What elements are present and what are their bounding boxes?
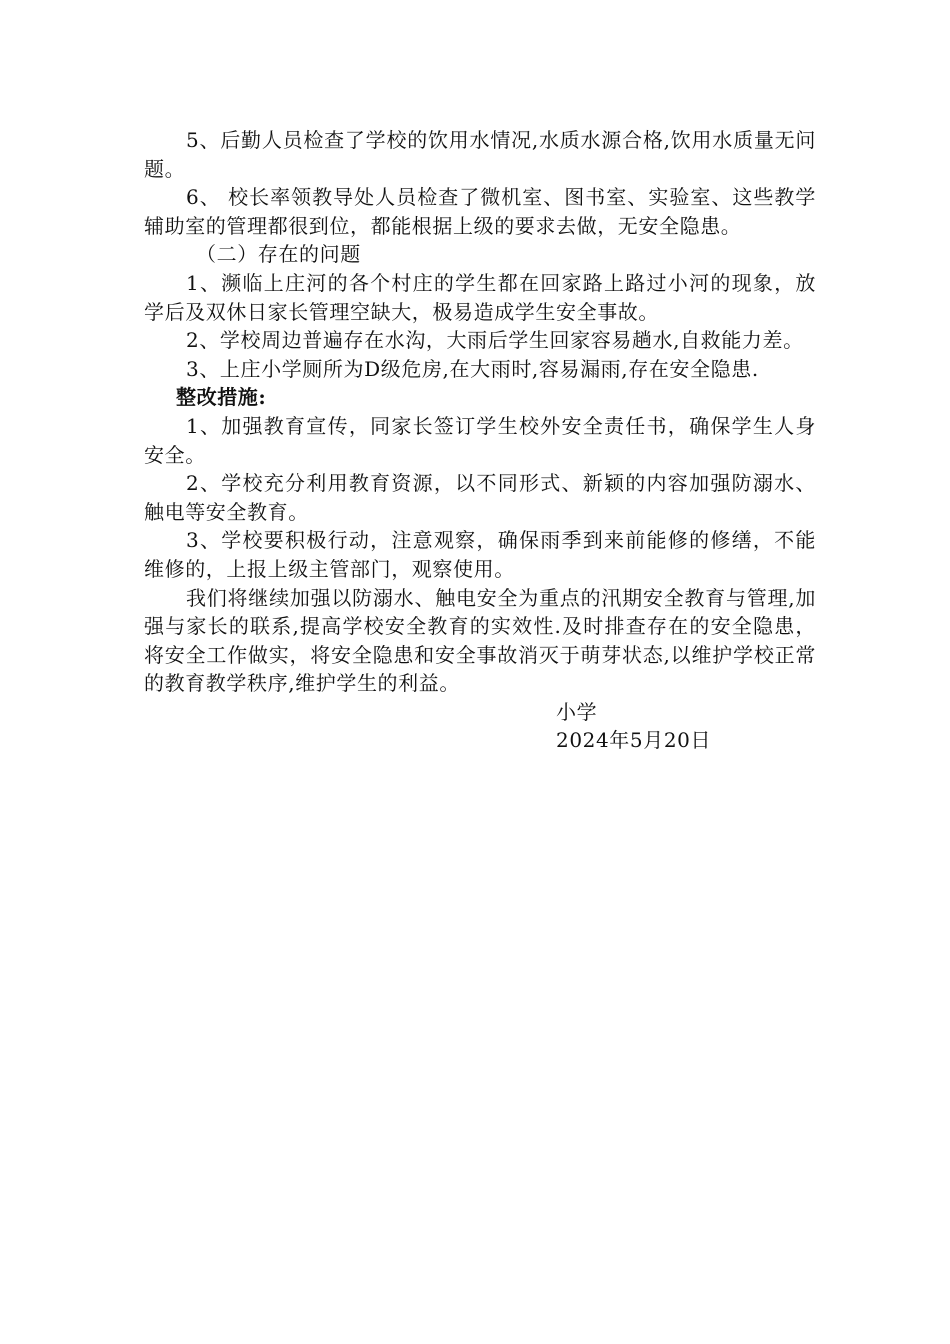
measure-item-1: 1、加强教育宣传，同家长签订学生校外安全责任书，确保学生人身安全。 bbox=[144, 413, 816, 467]
document-date: 2024年5月20日 bbox=[556, 728, 712, 753]
problem-item-3: 3、上庄小学厕所为D级危房,在大雨时,容易漏雨,存在安全隐患. bbox=[186, 356, 759, 381]
problem-item-2: 2、学校周边普遍存在水沟，大雨后学生回家容易趟水,自救能力差。 bbox=[186, 328, 804, 353]
measure-item-2: 2、学校充分利用教育资源，以不同形式、新颖的内容加强防溺水、触电等安全教育。 bbox=[144, 471, 816, 524]
document-body bbox=[144, 126, 816, 755]
problem-item-1: 1、濒临上庄河的各个村庄的学生都在回家路上路过小河的现象，放学后及双休日家长管理空缺大，极易造成学生安全事故。 bbox=[144, 270, 816, 324]
paragraph-item-6: 6、 校长率领教导处人员检查了微机室、图书室、实验室、这些教学辅助室的管理都很到位，都能根据上级的要求去做，无安全隐患。 bbox=[144, 185, 816, 238]
paragraph-item-5: 5、后勤人员检查了学校的饮用水情况,水质水源合格,饮用水质量无问题。 bbox=[144, 128, 816, 181]
measures-heading: 整改措施: bbox=[176, 385, 267, 410]
measure-item-3: 3、学校要积极行动，注意观察，确保雨季到来前能修的修缮，不能维修的，上报上级主管部门，观察使用。 bbox=[144, 528, 816, 581]
problems-heading: （二）存在的问题 bbox=[196, 242, 361, 267]
signature: 小学 bbox=[556, 699, 598, 724]
closing-paragraph: 我们将继续加强以防溺水、触电安全为重点的汛期安全教育与管理,加强与家长的联系,提高学校安全教育的实效性.及时排查存在的安全隐患，将安全工作做实，将安全隐患和安全事故消灭于萌芽状态,以维护学校正常的教育教学秩序,维护学生的利益。 bbox=[144, 585, 816, 696]
